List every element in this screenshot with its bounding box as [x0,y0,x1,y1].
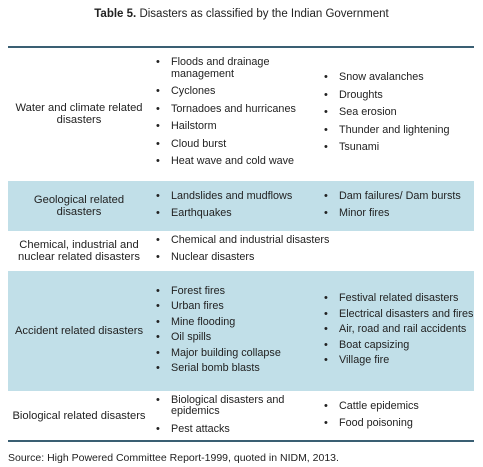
category-cell: Chemical, industrial and nuclear related disasters [18,238,140,263]
list-item: • Village fire [322,355,474,367]
list-item: • Floods and drainage management [154,57,318,80]
category-cell: Biological related disasters [12,409,146,422]
disaster-table [8,46,474,442]
items-column-1 [150,48,318,180]
list-item: • Nuclear disasters [154,252,474,264]
list-item: • Cloud burst [154,139,318,151]
list-item: • Tornadoes and hurricanes [154,104,318,116]
list-item: • Mine flooding [154,317,318,329]
list-item: • Biological disasters and epidemics [154,395,318,418]
list-item: • Hailstorm [154,121,318,133]
table-number: Table 5. [94,8,137,20]
list-item: • Forest fires [154,286,318,298]
list-item: • Thunder and lightening [322,125,474,137]
items-column-1 [150,271,318,391]
list-item: • Electrical disasters and fires [322,309,474,321]
list-item: • Sea erosion [322,107,474,119]
category-cell: Geological related disasters [33,193,125,218]
list-item: • Serial bomb blasts [154,363,318,375]
list-item: • Snow avalanches [322,72,474,84]
items-column-2 [318,48,474,180]
table-caption [0,5,483,23]
items-column-1 [150,392,318,440]
list-item: • Major building collapse [154,348,318,360]
table-row [8,391,474,440]
list-item: • Air, road and rail accidents [322,324,474,336]
table-row [8,231,474,270]
list-item: • Tsunami [322,142,474,154]
table-row [8,270,474,391]
list-item: • Urban fires [154,301,318,313]
items-column-1 [150,232,474,270]
category-cell: Water and climate related disasters [15,101,143,126]
source-note: Source: High Powered Committee Report-1999, quoted in NIDM, 2013. [8,452,339,464]
list-item: • Minor fires [322,208,474,220]
category-cell: Accident related disasters [14,324,144,337]
items-column-2 [318,181,474,231]
list-item: • Chemical and industrial disasters [154,235,474,247]
list-item: • Landslides and mudflows [154,191,318,203]
items-column-2 [318,392,474,440]
items-column-1 [150,181,318,231]
list-item: • Oil spills [154,332,318,344]
list-item: • Festival related disasters [322,293,474,305]
items-column-2 [318,271,474,391]
list-item: • Earthquakes [154,208,318,220]
table-title: Disasters as classified by the Indian Government [139,8,389,20]
list-item: • Cattle epidemics [322,401,474,413]
list-item: • Boat capsizing [322,340,474,352]
list-item: • Dam failures/ Dam bursts [322,191,474,203]
list-item: • Heat wave and cold wave [154,156,318,168]
table-row [8,48,474,180]
list-item: • Droughts [322,90,474,102]
list-item: • Food poisoning [322,418,474,430]
list-item: • Pest attacks [154,424,318,436]
table-row [8,180,474,231]
list-item: • Cyclones [154,86,318,98]
